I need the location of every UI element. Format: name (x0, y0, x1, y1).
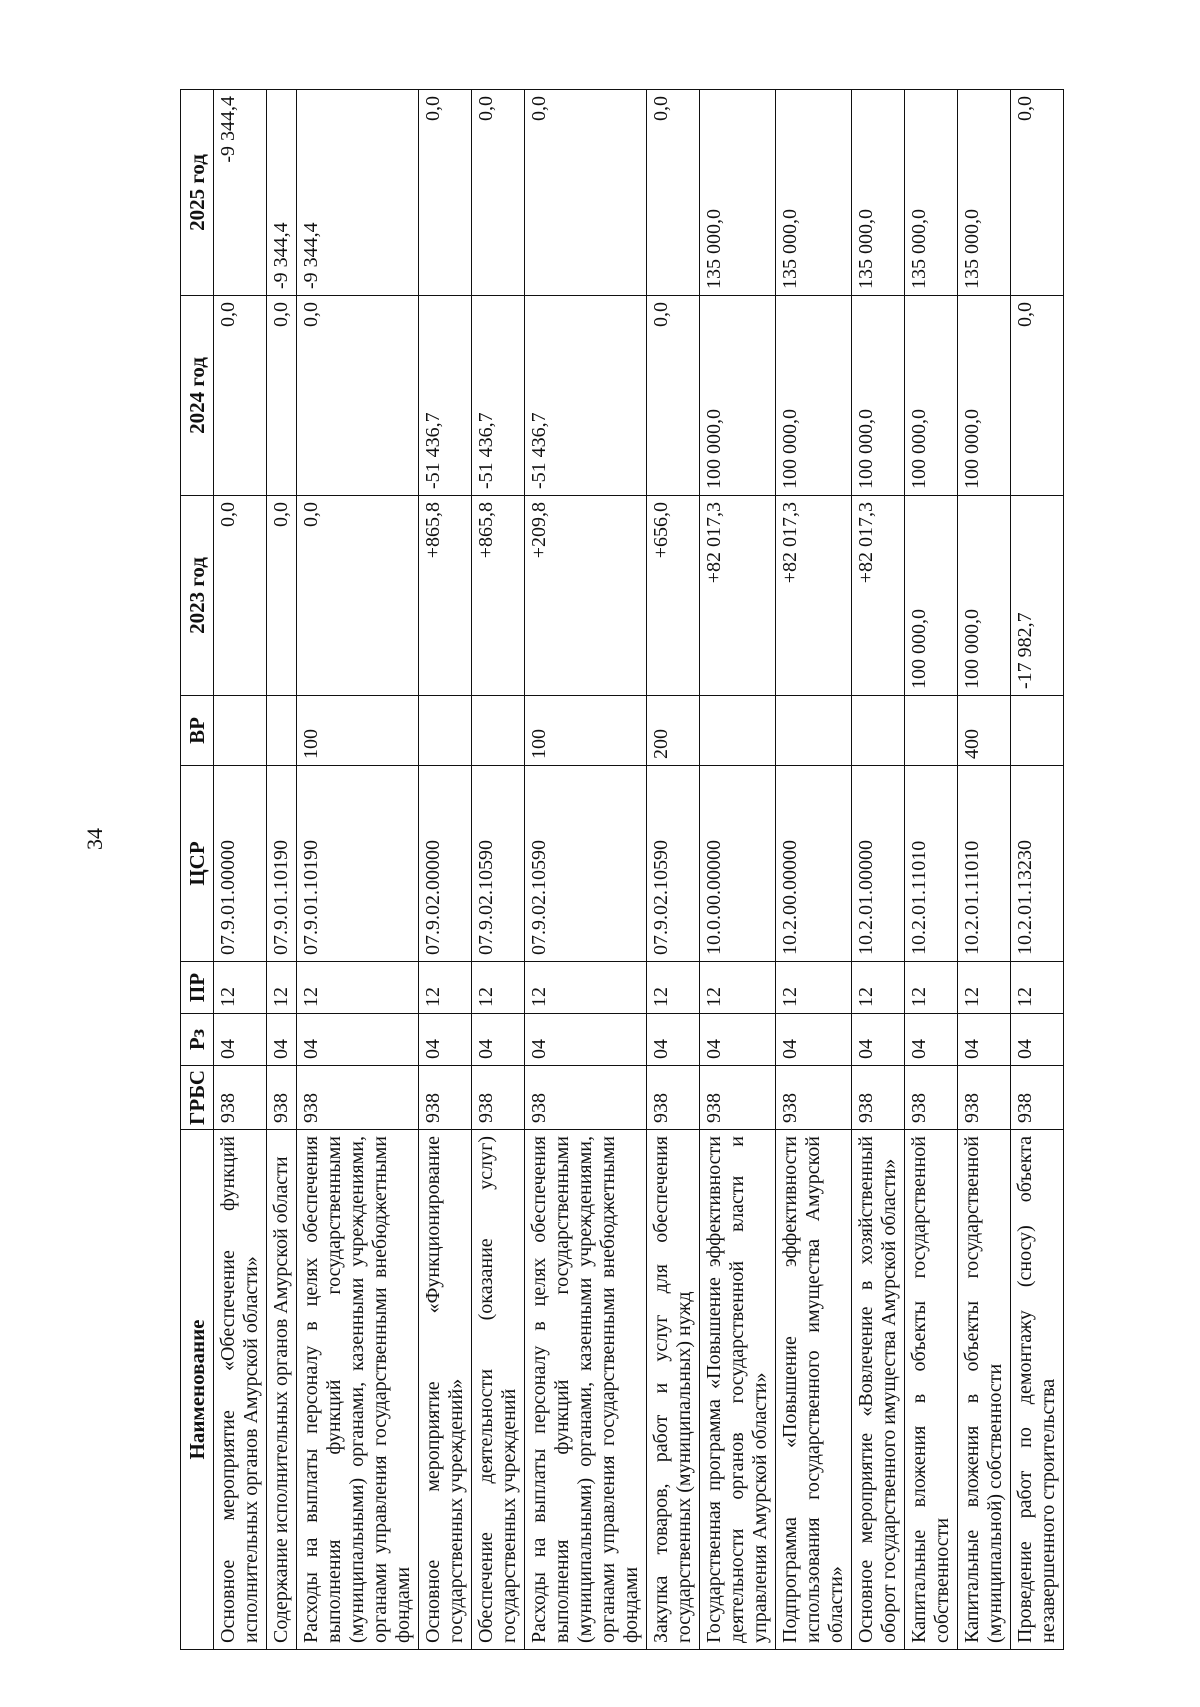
cell-rz: 04 (419, 1014, 472, 1066)
table-row (1011, 90, 1064, 1650)
cell-vr (214, 696, 267, 766)
cell-pr: 12 (525, 962, 647, 1014)
cell-vr (472, 696, 525, 766)
cell-grbs: 938 (852, 1066, 905, 1130)
cell-2024: 100 000,0 (958, 296, 1011, 496)
cell-csr: 07.9.02.10590 (647, 766, 700, 962)
cell-2025: 135 000,0 (776, 90, 852, 296)
cell-2025: 0,0 (1011, 90, 1064, 296)
table-row (700, 90, 776, 1650)
cell-rz: 04 (776, 1014, 852, 1066)
cell-pr: 12 (297, 962, 419, 1014)
cell-2023: 0,0 (297, 496, 419, 696)
cell-rz: 04 (214, 1014, 267, 1066)
cell-2024: -51 436,7 (472, 296, 525, 496)
cell-pr: 12 (852, 962, 905, 1014)
cell-grbs: 938 (700, 1066, 776, 1130)
cell-grbs: 938 (472, 1066, 525, 1130)
cell-vr (267, 696, 297, 766)
cell-2025: 0,0 (647, 90, 700, 296)
cell-vr (1011, 696, 1064, 766)
cell-rz: 04 (647, 1014, 700, 1066)
table-row (776, 90, 852, 1650)
cell-grbs: 938 (905, 1066, 958, 1130)
cell-grbs: 938 (297, 1066, 419, 1130)
cell-grbs: 938 (267, 1066, 297, 1130)
cell-name: Расходы на выплаты персоналу в целях обеспечения выполнения функций государственными (муниципальными) органами, казенными учреждениями, органами управления государственными внебюджетными фондами (525, 1130, 647, 1650)
cell-2025: 0,0 (525, 90, 647, 296)
cell-2023: +82 017,3 (852, 496, 905, 696)
cell-rz: 04 (525, 1014, 647, 1066)
cell-name: Содержание исполнительных органов Амурской области (267, 1130, 297, 1650)
header-name: Наименование (181, 1130, 214, 1650)
cell-rz: 04 (297, 1014, 419, 1066)
cell-name: Подпрограмма «Повышение эффективности использования государственного имущества Амурской области» (776, 1130, 852, 1650)
cell-csr: 10.0.00.00000 (700, 766, 776, 962)
cell-csr: 07.9.02.00000 (419, 766, 472, 962)
cell-2025: 135 000,0 (905, 90, 958, 296)
cell-rz: 04 (472, 1014, 525, 1066)
cell-2025: 0,0 (419, 90, 472, 296)
cell-2025: -9 344,4 (297, 90, 419, 296)
cell-rz: 04 (1011, 1014, 1064, 1066)
cell-rz: 04 (852, 1014, 905, 1066)
cell-grbs: 938 (776, 1066, 852, 1130)
table-row (958, 90, 1011, 1650)
table-row (525, 90, 647, 1650)
header-rz: Рз (181, 1014, 214, 1066)
cell-2025: 135 000,0 (852, 90, 905, 296)
table-row (647, 90, 700, 1650)
cell-2023: +865,8 (419, 496, 472, 696)
cell-2023: +82 017,3 (700, 496, 776, 696)
cell-2024: 0,0 (647, 296, 700, 496)
table-row (852, 90, 905, 1650)
cell-pr: 12 (700, 962, 776, 1014)
table-row (267, 90, 297, 1650)
table-row (905, 90, 958, 1650)
cell-2023: 100 000,0 (958, 496, 1011, 696)
cell-csr: 10.2.01.00000 (852, 766, 905, 962)
cell-pr: 12 (472, 962, 525, 1014)
cell-2023: 0,0 (214, 496, 267, 696)
cell-vr (419, 696, 472, 766)
cell-grbs: 938 (419, 1066, 472, 1130)
table-body (214, 90, 1064, 1650)
cell-vr (852, 696, 905, 766)
cell-vr (700, 696, 776, 766)
header-csr: ЦСР (181, 766, 214, 962)
cell-name: Капитальные вложения в объекты государственной (муниципальной) собственности (958, 1130, 1011, 1650)
cell-grbs: 938 (1011, 1066, 1064, 1130)
cell-csr: 10.2.01.11010 (958, 766, 1011, 962)
cell-2024: 100 000,0 (905, 296, 958, 496)
cell-name: Основное мероприятие «Вовлечение в хозяйственный оборот государственного имущества Амурской области» (852, 1130, 905, 1650)
cell-grbs: 938 (214, 1066, 267, 1130)
cell-pr: 12 (647, 962, 700, 1014)
cell-vr: 400 (958, 696, 1011, 766)
cell-2023: 100 000,0 (905, 496, 958, 696)
table-row (419, 90, 472, 1650)
cell-2024: 100 000,0 (776, 296, 852, 496)
cell-name: Закупка товаров, работ и услуг для обеспечения государственных (муниципальных) нужд (647, 1130, 700, 1650)
cell-name: Основное мероприятие «Функционирование государственных учреждений» (419, 1130, 472, 1650)
cell-2025: 0,0 (472, 90, 525, 296)
cell-pr: 12 (905, 962, 958, 1014)
cell-grbs: 938 (525, 1066, 647, 1130)
cell-pr: 12 (1011, 962, 1064, 1014)
cell-csr: 07.9.01.00000 (214, 766, 267, 962)
cell-vr: 100 (525, 696, 647, 766)
header-pr: ПР (181, 962, 214, 1014)
table-header-row (181, 90, 214, 1650)
cell-2024: -51 436,7 (419, 296, 472, 496)
cell-name: Капитальные вложения в объекты государственной собственности (905, 1130, 958, 1650)
header-2024: 2024 год (181, 296, 214, 496)
header-vr: ВР (181, 696, 214, 766)
cell-rz: 04 (905, 1014, 958, 1066)
cell-rz: 04 (700, 1014, 776, 1066)
page-number: 34 (82, 828, 107, 850)
cell-grbs: 938 (958, 1066, 1011, 1130)
cell-rz: 04 (958, 1014, 1011, 1066)
cell-csr: 07.9.01.10190 (297, 766, 419, 962)
table-row (297, 90, 419, 1650)
cell-csr: 07.9.02.10590 (472, 766, 525, 962)
cell-2024: -51 436,7 (525, 296, 647, 496)
header-grbs: ГРБС (181, 1066, 214, 1130)
cell-name: Обеспечение деятельности (оказание услуг) государственных учреждений (472, 1130, 525, 1650)
cell-2025: 135 000,0 (700, 90, 776, 296)
cell-2025: 135 000,0 (958, 90, 1011, 296)
table-row (214, 90, 267, 1650)
cell-pr: 12 (214, 962, 267, 1014)
cell-name: Проведение работ по демонтажу (сносу) объекта незавершенного строительства (1011, 1130, 1064, 1650)
cell-pr: 12 (267, 962, 297, 1014)
cell-rz: 04 (267, 1014, 297, 1066)
header-2023: 2023 год (181, 496, 214, 696)
cell-2023: +209,8 (525, 496, 647, 696)
cell-csr: 07.9.02.10590 (525, 766, 647, 962)
cell-grbs: 938 (647, 1066, 700, 1130)
cell-2023: +656,0 (647, 496, 700, 696)
budget-table (180, 89, 1064, 1650)
header-2025: 2025 год (181, 90, 214, 296)
cell-2024: 0,0 (1011, 296, 1064, 496)
rotated-table-container (180, 90, 1080, 1650)
cell-pr: 12 (958, 962, 1011, 1014)
cell-2025: -9 344,4 (214, 90, 267, 296)
cell-csr: 10.2.01.11010 (905, 766, 958, 962)
table-row (472, 90, 525, 1650)
cell-vr: 100 (297, 696, 419, 766)
cell-name: Основное мероприятие «Обеспечение функций исполнительных органов Амурской области» (214, 1130, 267, 1650)
cell-csr: 07.9.01.10190 (267, 766, 297, 962)
cell-2023: -17 982,7 (1011, 496, 1064, 696)
cell-csr: 10.2.01.13230 (1011, 766, 1064, 962)
cell-2024: 0,0 (267, 296, 297, 496)
cell-2023: 0,0 (267, 496, 297, 696)
cell-2025: -9 344,4 (267, 90, 297, 296)
cell-vr (776, 696, 852, 766)
cell-pr: 12 (419, 962, 472, 1014)
cell-2024: 0,0 (214, 296, 267, 496)
cell-2023: +865,8 (472, 496, 525, 696)
cell-pr: 12 (776, 962, 852, 1014)
cell-2023: +82 017,3 (776, 496, 852, 696)
cell-2024: 100 000,0 (700, 296, 776, 496)
cell-name: Государственная программа «Повышение эффективности деятельности органов государственной власти и управления Амурской области» (700, 1130, 776, 1650)
cell-csr: 10.2.00.00000 (776, 766, 852, 962)
cell-name: Расходы на выплаты персоналу в целях обеспечения выполнения функций государственными (муниципальными) органами, казенными учреждениями, органами управления государственными внебюджетными фондами (297, 1130, 419, 1650)
cell-vr: 200 (647, 696, 700, 766)
cell-2024: 0,0 (297, 296, 419, 496)
cell-2024: 100 000,0 (852, 296, 905, 496)
cell-vr (905, 696, 958, 766)
